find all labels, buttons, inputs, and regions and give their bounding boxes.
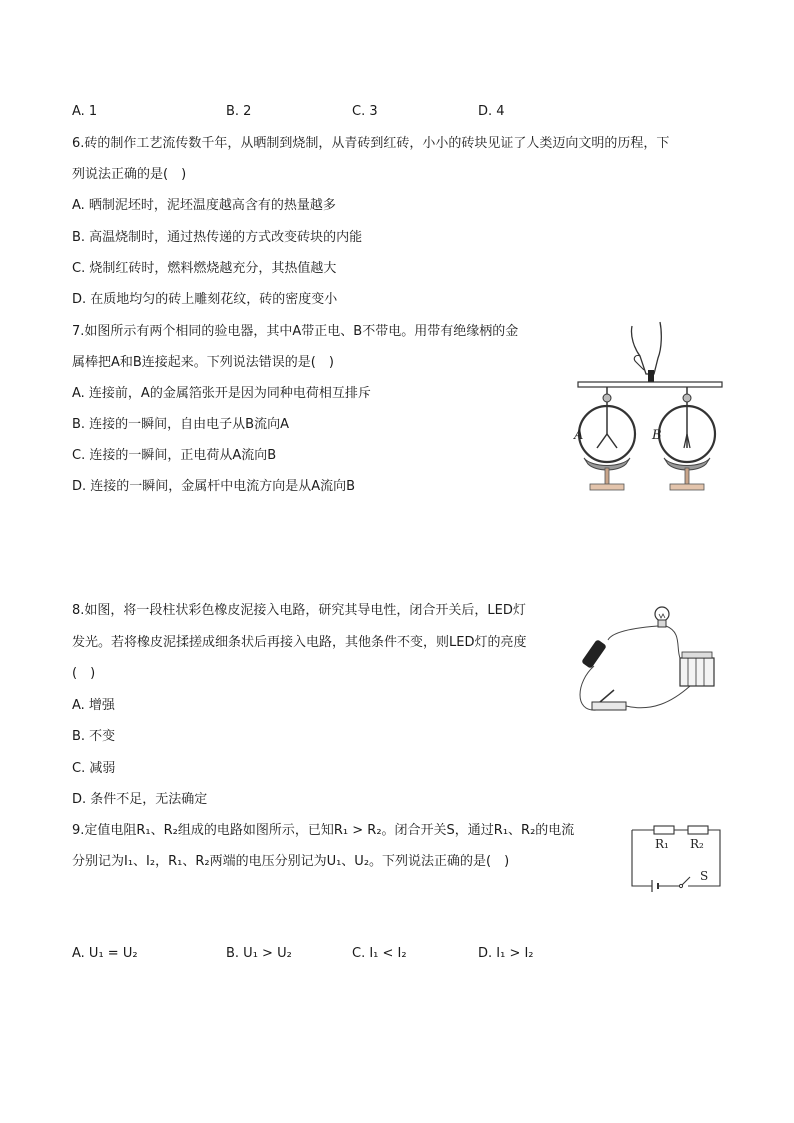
label-a: A: [574, 428, 584, 443]
q9-option-b: B. U₁ > U₂: [226, 946, 292, 961]
q5-option-d: D. 4: [478, 104, 505, 119]
electroscope-figure: [570, 318, 730, 494]
metal-rod: [578, 382, 722, 387]
q6-stem-line-1: 6.砖的制作工艺流传数千年，从晒制到烧制，从青砖到红砖，小小的砖块见证了人类迈向文明的历程，下: [72, 136, 670, 151]
led-bulb-icon: [655, 607, 669, 627]
plasticine-stick: [581, 639, 607, 669]
q7-option-a: A. 连接前，A的金属箔张开是因为同种电荷相互排斥: [72, 386, 371, 401]
q9-option-c: C. I₁ < I₂: [352, 946, 407, 961]
q7-option-d: D. 连接的一瞬间，金属杆中电流方向是从A流向B: [72, 479, 356, 494]
resistor-r1: [654, 826, 674, 834]
q7-stem-line-1: 7.如图所示有两个相同的验电器，其中A带正电、B不带电。用带有绝缘柄的金: [72, 324, 519, 339]
q5-option-b: B. 2: [226, 104, 252, 119]
q8-option-d: D. 条件不足，无法确定: [72, 792, 208, 807]
q8-stem-line-1: 8.如图，将一段柱状彩色橡皮泥接入电路，研究其导电性，闭合开关后，LED灯: [72, 603, 526, 618]
switch-icon: [592, 690, 626, 710]
q8-option-a: A. 增强: [72, 698, 115, 713]
q6-option-b: B. 高温烧制时，通过热传递的方式改变砖块的内能: [72, 230, 363, 245]
label-s: S: [700, 869, 709, 883]
q5-option-c: C. 3: [352, 104, 378, 119]
series-circuit-figure: [628, 822, 728, 894]
q8-option-c: C. 减弱: [72, 761, 116, 776]
q6-option-a: A. 晒制泥坯时，泥坯温度越高含有的热量越多: [72, 198, 336, 213]
q6-stem-line-2: 列说法正确的是( ): [72, 167, 187, 182]
q9-option-d: D. I₁ > I₂: [478, 946, 534, 961]
hand-outline: [631, 322, 661, 374]
q7-option-b: B. 连接的一瞬间，自由电子从B流向A: [72, 417, 289, 432]
label-b: B: [652, 428, 662, 443]
q6-option-c: C. 烧制红砖时，燃料燃烧越充分，其热值越大: [72, 261, 337, 276]
q7-option-c: C. 连接的一瞬间，正电荷从A流向B: [72, 448, 277, 463]
plasticine-circuit-figure: [572, 602, 732, 718]
q7-stem-line-2: 属棒把A和B连接起来。下列说法错误的是( ): [72, 355, 334, 370]
q8-stem-line-3: ( ): [72, 666, 96, 681]
q5-option-a: A. 1: [72, 104, 98, 119]
q9-option-a: A. U₁ = U₂: [72, 946, 138, 961]
electroscope-b: [659, 387, 715, 490]
electroscope-a: [579, 387, 635, 490]
battery-icon: [680, 652, 714, 686]
q8-stem-line-2: 发光。若将橡皮泥揉搓成细条状后再接入电路，其他条件不变，则LED灯的亮度: [72, 635, 527, 650]
label-r2: R₂: [690, 837, 704, 851]
q6-option-d: D. 在质地均匀的砖上雕刻花纹，砖的密度变小: [72, 292, 338, 307]
q9-stem-line-1: 9.定值电阻R₁、R₂组成的电路如图所示，已知R₁ > R₂。闭合开关S，通过R₁、R₂的电流: [72, 823, 575, 838]
q9-stem-line-2: 分别记为I₁、I₂，R₁、R₂两端的电压分别记为U₁、U₂。下列说法正确的是( ): [72, 854, 510, 869]
resistor-r2: [688, 826, 708, 834]
q8-option-b: B. 不变: [72, 729, 116, 744]
label-r1: R₁: [655, 837, 669, 851]
